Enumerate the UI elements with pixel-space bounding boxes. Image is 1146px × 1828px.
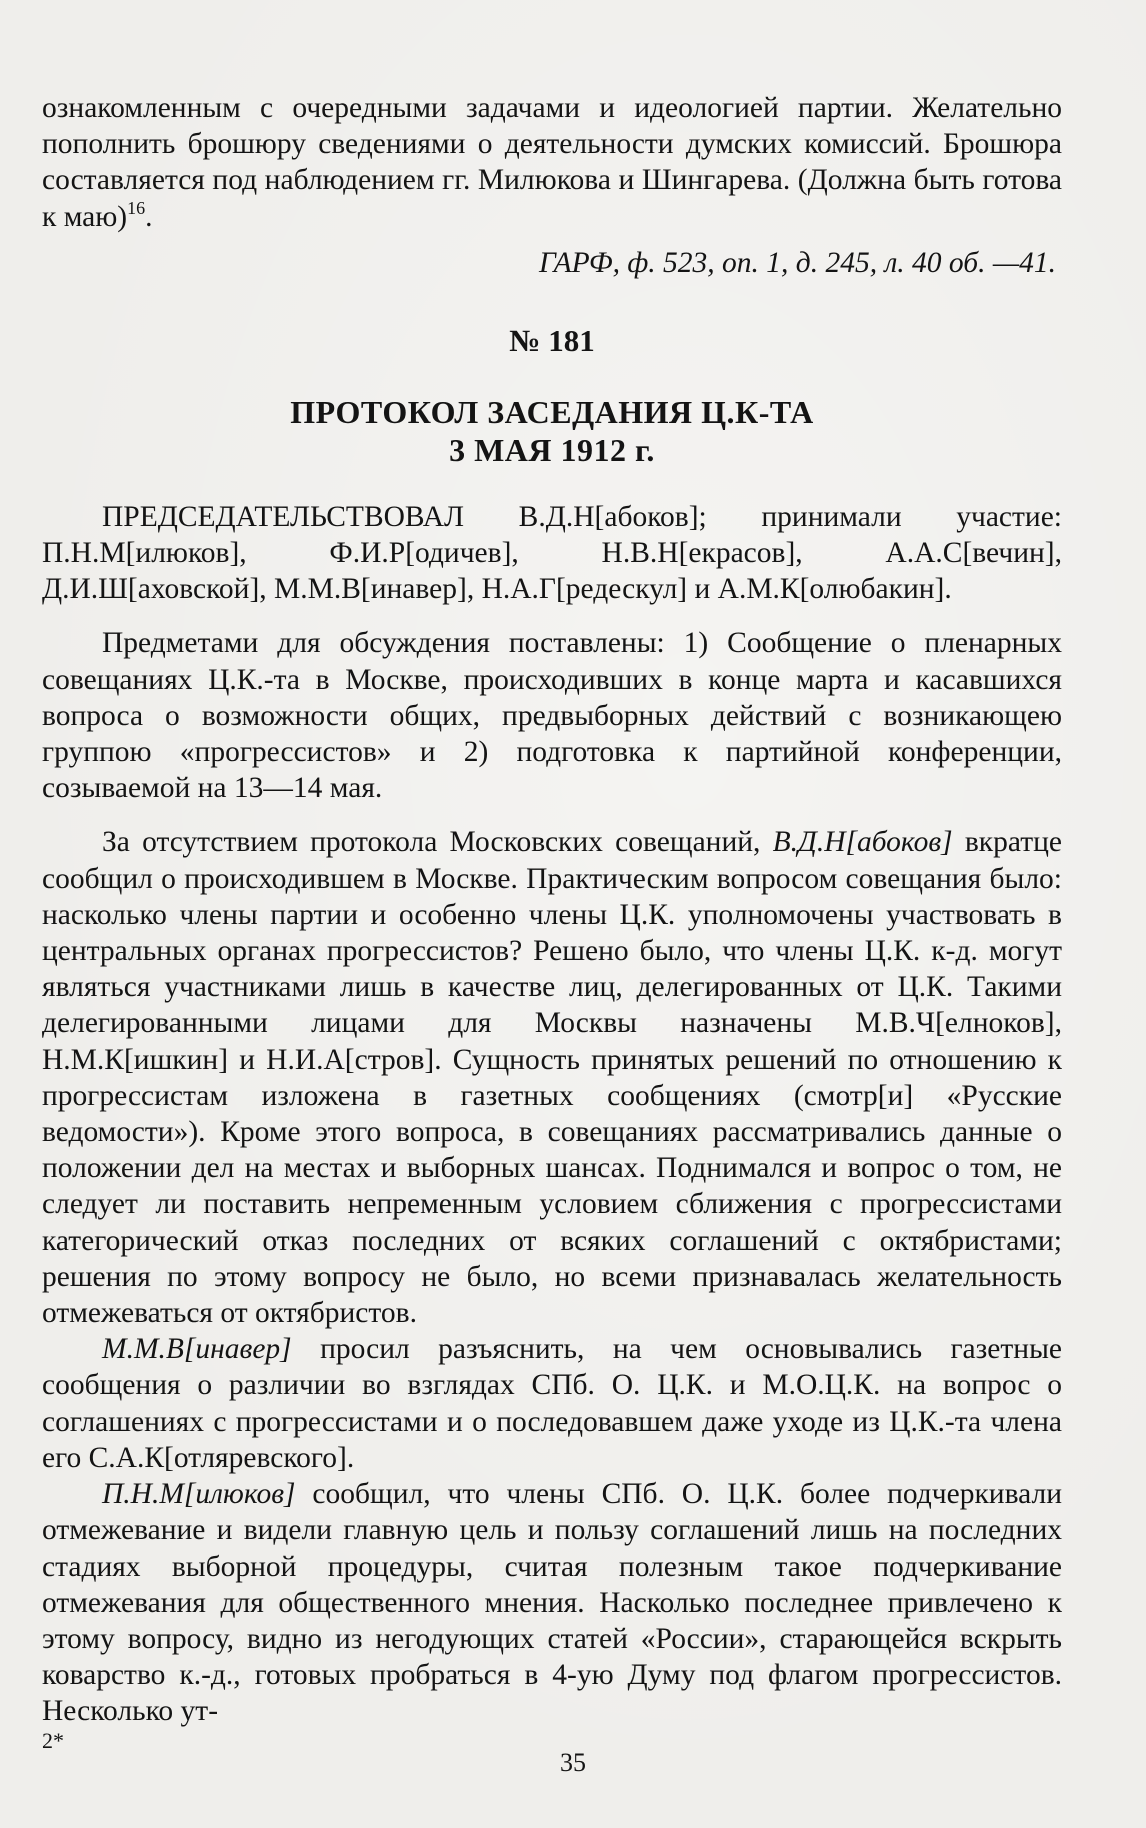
speaker-name: В.Д.Н[абоков]	[772, 826, 953, 859]
speaker-name: М.М.В[инавер]	[102, 1333, 292, 1366]
archival-source: ГАРФ, ф. 523, оп. 1, д. 245, л. 40 об. —41.	[539, 246, 1056, 279]
document-number: № 181	[509, 322, 595, 358]
text-column	[42, 90, 1062, 1730]
paragraph-agenda: Предметами для обсуждения поставлены: 1) Сообщение о пленарных совещаниях Ц.К.-та в Москве, происходивших в конце марта и касавшихся вопроса о возможности общих, предвыборных действий с возникающею группою «прогрессистов» и 2) подготовка к партийной конференции, созываемой на 13—14 мая.	[42, 627, 1062, 805]
footnote-marker: 16	[127, 197, 146, 218]
document-title	[42, 393, 1062, 469]
speaker-name: П.Н.М[илюков]	[102, 1478, 296, 1511]
paragraph-nabokov-report: За отсутствием протокола Московских совещаний, В.Д.Н[абоков] вкратце сообщил о происходившем в Москве. Практическим вопросом совещания было: насколько члены партии и особенно члены Ц.К. уполномочены участвовать в центральных органах прогрессистов? Решено было, что члены Ц.К. к-д. могут являться участниками лишь в качестве лиц, делегированных от Ц.К. Такими делегированными лицами для Москвы назначены М.В.Ч[елноков], Н.М.К[ишкин] и Н.И.А[стров]. Сущность принятых решений по отношению к прогрессистам изложена в газетных сообщениях (смотр[и] «Русские ведомости»). Кроме этого вопроса, в совещаниях рассматривались данные о положении дел на местах и выборных шансах. Поднимался и вопрос о том, не следует ли поставить непременным условием сближения с прогрессистами категорический отказ последних от всяких соглашений с октябристами; решения по этому вопросу не было, но всеми признавалась желательность отмежеваться от октябристов.	[42, 826, 1062, 1330]
paragraph-attendance: ПРЕДСЕДАТЕЛЬСТВОВАЛ В.Д.Н[абоков]; принимали участие: П.Н.М[илюков], Ф.И.Р[одичев], Н.В.Н[екрасов], А.А.С[вечин], Д.И.Ш[аховской], М.М.В[инавер], Н.А.Г[редескул] и А.М.К[олюбакин].	[42, 500, 1062, 606]
page-number: 35	[560, 1748, 586, 1777]
paragraph-vinaver-question: М.М.В[инавер] просил разъяснить, на чем основывались газетные сообщения о различии во взглядах СПб. О. Ц.К. и М.О.Ц.К. на вопрос о соглашениях с прогрессистами и о последовавшем даже уходе из Ц.К.-та члена его С.А.К[отляревского].	[42, 1333, 1062, 1474]
paragraph-milyukov-answer: П.Н.М[илюков] сообщил, что члены СПб. О. Ц.К. более подчеркивали отмежевание и видели главную цель и пользу соглашений лишь на последних стадиях выборной процедуры, считая полезным такое подчеркивание отмежевания для общественного мнения. Насколько последнее привлечено к этому вопросу, видно из негодующих статей «России», старающейся вскрыть коварство к.-д., готовых пробраться в 4-ую Думу под флагом прогрессистов. Несколько ут-	[42, 1478, 1062, 1728]
paragraph-continuation: ознакомленным с очередными задачами и идеологией партии. Желательно пополнить брошюру сведениями о деятельности думских комиссий. Брошюра составляется под наблюдением гг. Милюкова и Шингарева. (Должна быть готова к маю)$^{16}$.	[42, 92, 1062, 233]
signature-mark: 2*	[42, 1728, 64, 1753]
document-title-line-1: ПРОТОКОЛ ЗАСЕДАНИЯ Ц.К-ТА	[290, 393, 814, 430]
document-title-line-2: 3 МАЯ 1912 г.	[449, 431, 655, 468]
